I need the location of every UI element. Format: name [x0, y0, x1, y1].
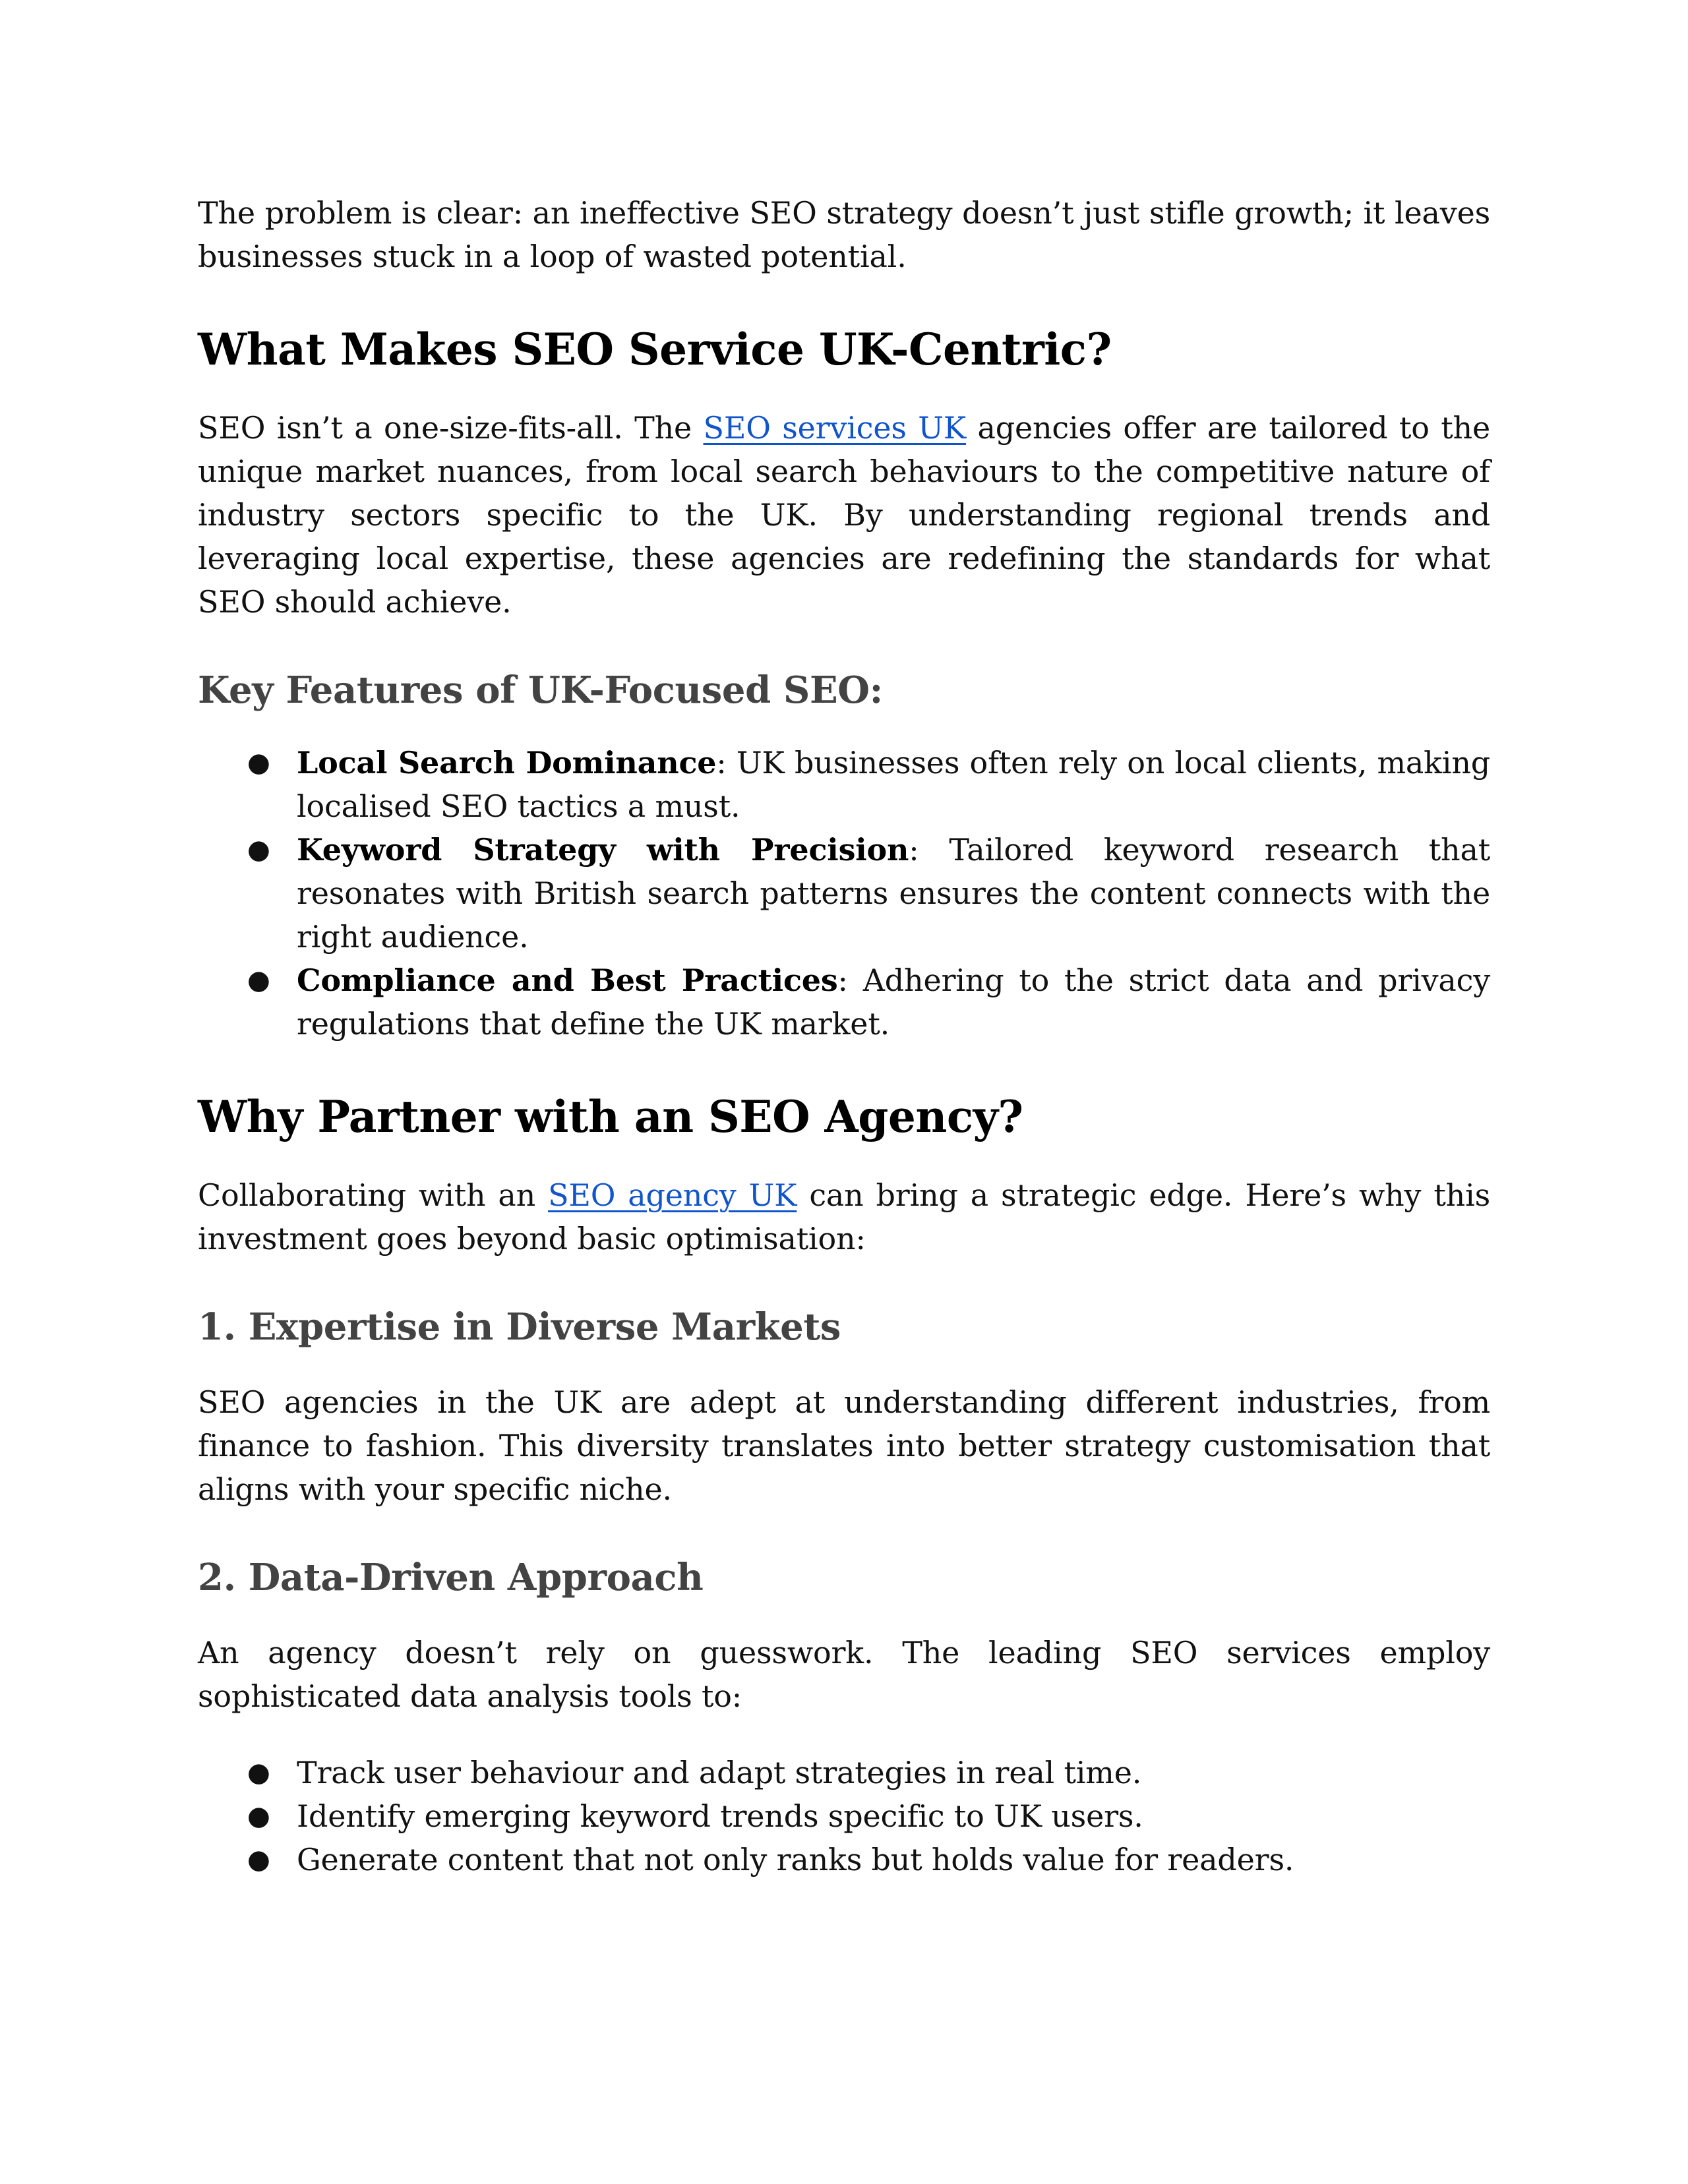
bullet-icon: ●	[247, 965, 270, 995]
intro-paragraph: The problem is clear: an ineffective SEO strategy doesn’t just stifle growth; it leaves businesses stuck in a loop of wasted potential.	[198, 195, 1490, 274]
list-item	[247, 1794, 1490, 1838]
heading-data-driven: 2. Data-Driven Approach	[198, 1556, 704, 1599]
partner-para-end: can bring a strategic edge. Here’s why this investment goes beyond basic optimisation:	[198, 1177, 1490, 1256]
list-item	[247, 959, 1490, 1046]
list-item	[247, 828, 1490, 959]
bullet-icon: ●	[247, 1757, 270, 1788]
expertise-paragraph: SEO agencies in the UK are adept at understanding different industries, from finance to fashion. This diversity translates into better strategy customisation that aligns with your specific niche.	[198, 1384, 1490, 1507]
list-item-text: Track user behaviour and adapt strategies in real time.	[297, 1755, 1142, 1790]
feature-description: : Adhering to the strict data and privacy regulations that define the UK market.	[297, 962, 1490, 1042]
key-features-list	[198, 741, 1490, 1046]
uk-para-end: agencies offer are tailored to the unique market nuances, from local search behaviours to the competitive nature of industry sectors specific to the UK. By understanding regional trends and leveraging local expertise, these agencies are redefining the standards for what SEO should achieve.	[198, 410, 1490, 620]
list-item	[247, 741, 1490, 828]
feature-description: : Tailored keyword research that resonates with British search patterns ensures the content connects with the right audience.	[297, 832, 1490, 955]
data-driven-paragraph: An agency doesn’t rely on guesswork. The leading SEO services employ sophisticated data analysis tools to:	[198, 1635, 1490, 1714]
feature-title: Local Search Dominance	[297, 745, 717, 781]
list-item	[247, 1751, 1490, 1794]
partner-paragraph	[198, 1173, 1490, 1260]
list-item-text: Identify emerging keyword trends specific to UK users.	[297, 1798, 1143, 1834]
heading-key-features: Key Features of UK-Focused SEO:	[198, 668, 883, 712]
seo-services-uk-link[interactable]: SEO services UK	[703, 410, 966, 446]
heading-uk-centric: What Makes SEO Service UK-Centric?	[198, 324, 1112, 375]
feature-description: : UK businesses often rely on local clients, making localised SEO tactics a must.	[297, 745, 1490, 824]
uk-centric-paragraph	[198, 406, 1490, 624]
heading-expertise: 1. Expertise in Diverse Markets	[198, 1305, 841, 1349]
heading-why-partner: Why Partner with an SEO Agency?	[198, 1091, 1023, 1142]
feature-title: Compliance and Best Practices	[297, 962, 838, 998]
data-tools-list	[198, 1751, 1490, 1881]
uk-para-start: SEO isn’t a one-size-fits-all. The	[198, 410, 704, 446]
feature-title: Keyword Strategy with Precision	[297, 832, 909, 868]
list-item-text: Generate content that not only ranks but holds value for readers.	[297, 1842, 1294, 1877]
bullet-icon: ●	[247, 1801, 270, 1831]
partner-para-start: Collaborating with an	[198, 1177, 549, 1213]
list-item	[247, 1838, 1490, 1881]
bullet-icon: ●	[247, 835, 270, 865]
bullet-icon: ●	[247, 1845, 270, 1875]
bullet-icon: ●	[247, 748, 270, 778]
seo-agency-uk-link[interactable]: SEO agency UK	[548, 1177, 797, 1213]
